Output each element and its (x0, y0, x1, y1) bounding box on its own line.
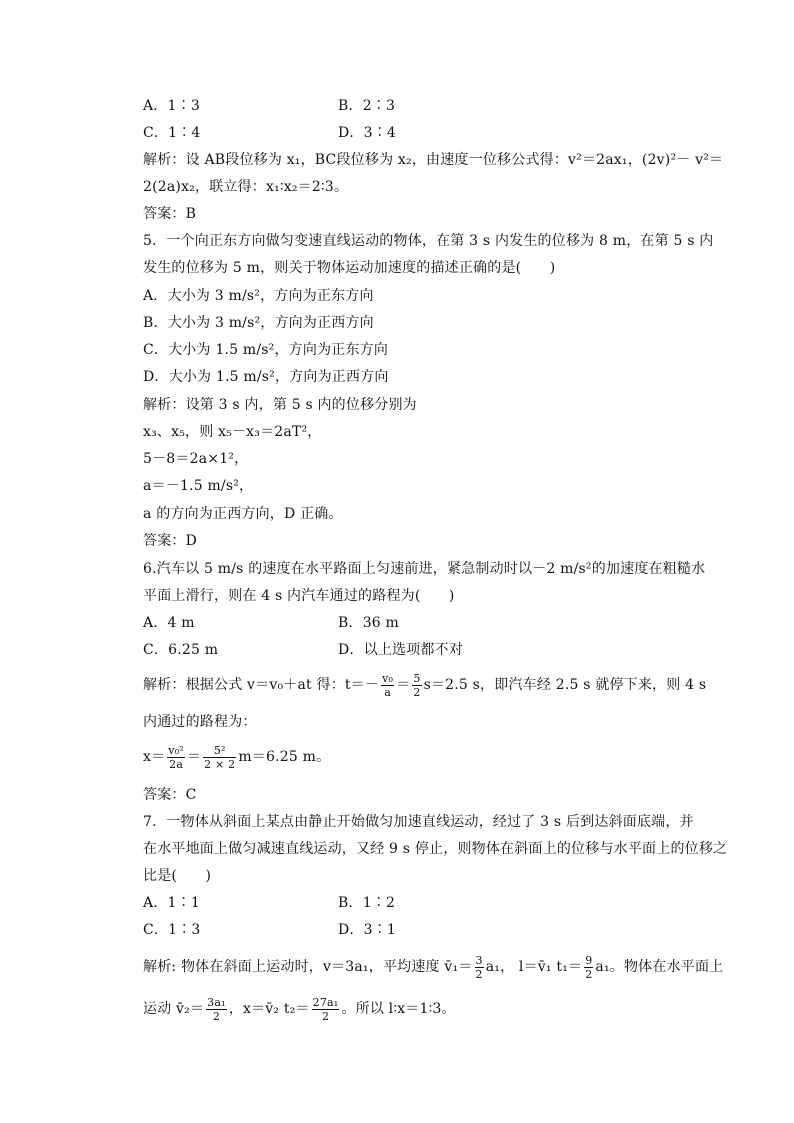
q5-analysis-line5: a 的方向为正西方向，D 正确。 (143, 506, 343, 522)
q7-analysis2-pre: 运动 v̄₂＝ (143, 1001, 205, 1017)
q6-fraction-5-over-2 (412, 672, 421, 699)
q6-analysis-text-pre: 解析：根据公式 v＝v₀＋at 得：t＝－ (143, 677, 380, 693)
q7-fraction-9-over-2 (584, 954, 593, 981)
q6-analysis-equals: ＝ (396, 677, 411, 693)
q6-frac1-numerator: v₀ (382, 671, 394, 685)
q4-answer: 答案：B (143, 206, 197, 222)
q4-option-b: B．2∶3 (338, 98, 396, 114)
q7-option-c: C．1∶3 (143, 922, 201, 938)
q7-frac2-denominator: 2 (585, 967, 593, 981)
q7-analysis1-pre: 解析: 物体在斜面上运动时，v＝3a₁，平均速度 v̄₁＝ (143, 959, 473, 975)
q7-fraction-3-over-2 (475, 954, 484, 981)
q7-stem-line3: 比是( ) (143, 868, 212, 884)
q7-fraction-27a1-over-2 (312, 996, 340, 1023)
q7-frac3-denominator: 2 (212, 1009, 221, 1023)
q5-option-d: D．大小为 1.5 m/s²，方向为正西方向 (143, 369, 389, 385)
q4-option-a: A．1∶3 (143, 98, 200, 114)
q7-frac4-numerator: 27a₁ (312, 995, 339, 1009)
q4-option-d: D．3∶4 (338, 125, 397, 141)
q6-stem-line1: 6.汽车以 5 m/s 的速度在水平路面上匀速前进，紧急制动时以－2 m/s²的加速度在粗糙水 (143, 561, 706, 577)
q7-frac1-numerator: 3 (475, 953, 483, 967)
q6-frac3-numerator: v₀² (168, 743, 184, 757)
q7-analysis1-mid: a₁， l＝v̄₁ t₁＝ (485, 959, 583, 975)
q6-analysis-line2: 内通过的路程为： (143, 714, 257, 730)
q6-frac1-denominator: a (384, 685, 392, 699)
q7-stem-line1: 7．一物体从斜面上某点由静止开始做匀加速直线运动，经过了 3 s 后到达斜面底端，并 (143, 814, 694, 830)
q5-analysis-line3: 5－8＝2a×1²， (143, 451, 249, 467)
q6-frac2-numerator: 5 (413, 671, 421, 685)
q6-analysis-line1 (143, 670, 706, 700)
q7-analysis-line1 (143, 952, 723, 982)
q7-frac3-numerator: 3a₁ (207, 995, 226, 1009)
q4-analysis-line2: 2(2a)x₂，联立得：x₁∶x₂＝2∶3。 (143, 179, 349, 195)
q6-frac4-denominator: 2 × 2 (204, 757, 236, 771)
q6-option-b: B．36 m (338, 615, 400, 631)
q5-option-b: B．大小为 3 m/s²，方向为正西方向 (143, 315, 374, 331)
q6-analysis-text-post: s＝2.5 s，即汽车经 2.5 s 就停下来，则 4 s (423, 677, 707, 693)
q7-frac2-numerator: 9 (585, 953, 593, 967)
q5-stem-line2: 发生的位移为 5 m，则关于物体运动加速度的描述正确的是( ) (143, 260, 556, 276)
q6-fraction-v0-over-a (381, 672, 394, 699)
q5-answer: 答案：D (143, 533, 198, 549)
q7-option-b: B．1∶2 (338, 895, 396, 911)
q7-fraction-3a1-over-2 (206, 996, 227, 1023)
q4-analysis-line1: 解析：设 AB段位移为 x₁，BC段位移为 x₂，由速度一位移公式得：v²＝2ax₁，(2v)²－ v²＝ (143, 152, 724, 168)
q7-option-a: A．1∶1 (143, 895, 200, 911)
q5-analysis-line1: 解析：设第 3 s 内，第 5 s 内的位移分别为 (143, 397, 417, 413)
q7-frac1-denominator: 2 (475, 967, 483, 981)
q7-stem-line2: 在水平地面上做匀减速直线运动，又经 9 s 停止，则物体在斜面上的位移与水平面上的位移之 (143, 841, 728, 857)
q5-analysis-line2: x₃、x₅，则 x₅－x₃＝2aT²， (143, 424, 322, 440)
q6-answer: 答案：C (143, 787, 197, 803)
q7-analysis2-mid: ，x＝v̄₂ t₂＝ (228, 1001, 310, 1017)
q6-stem-line2: 平面上滑行，则在 4 s 内汽车通过的路程为( ) (143, 588, 455, 604)
q7-frac4-denominator: 2 (321, 1009, 330, 1023)
q5-analysis-line4: a＝－1.5 m/s²， (143, 478, 254, 494)
q6-frac3-denominator: 2a (169, 757, 184, 771)
q6-analysis3-post: m＝6.25 m。 (238, 749, 331, 765)
q7-analysis2-post: 。所以 l∶x＝1∶3。 (341, 1001, 456, 1017)
q6-analysis-line3 (143, 742, 330, 772)
q7-analysis1-post: a₁。物体在水平面上 (595, 959, 724, 975)
q5-option-c: C．大小为 1.5 m/s²，方向为正东方向 (143, 342, 389, 358)
q6-frac2-denominator: 2 (413, 685, 421, 699)
q6-analysis3-pre: x＝ (143, 749, 166, 765)
q5-stem-line1: 5．一个向正东方向做匀变速直线运动的物体，在第 3 s 内发生的位移为 8 m，在第 5 s 内 (143, 233, 714, 249)
q6-fraction-25-over-4 (203, 744, 236, 771)
q4-option-c: C．1∶4 (143, 125, 201, 141)
q6-option-d: D．以上选项都不对 (338, 642, 464, 658)
q5-option-a: A．大小为 3 m/s²，方向为正东方向 (143, 288, 374, 304)
q6-frac4-numerator: 5² (203, 744, 236, 758)
q6-fraction-v0sq-over-2a (167, 744, 185, 771)
q7-option-d: D．3∶1 (338, 922, 397, 938)
q6-option-c: C．6.25 m (143, 642, 219, 658)
q6-analysis3-equals: ＝ (186, 749, 202, 765)
q6-option-a: A．4 m (143, 615, 195, 631)
q7-analysis-line2 (143, 994, 456, 1024)
